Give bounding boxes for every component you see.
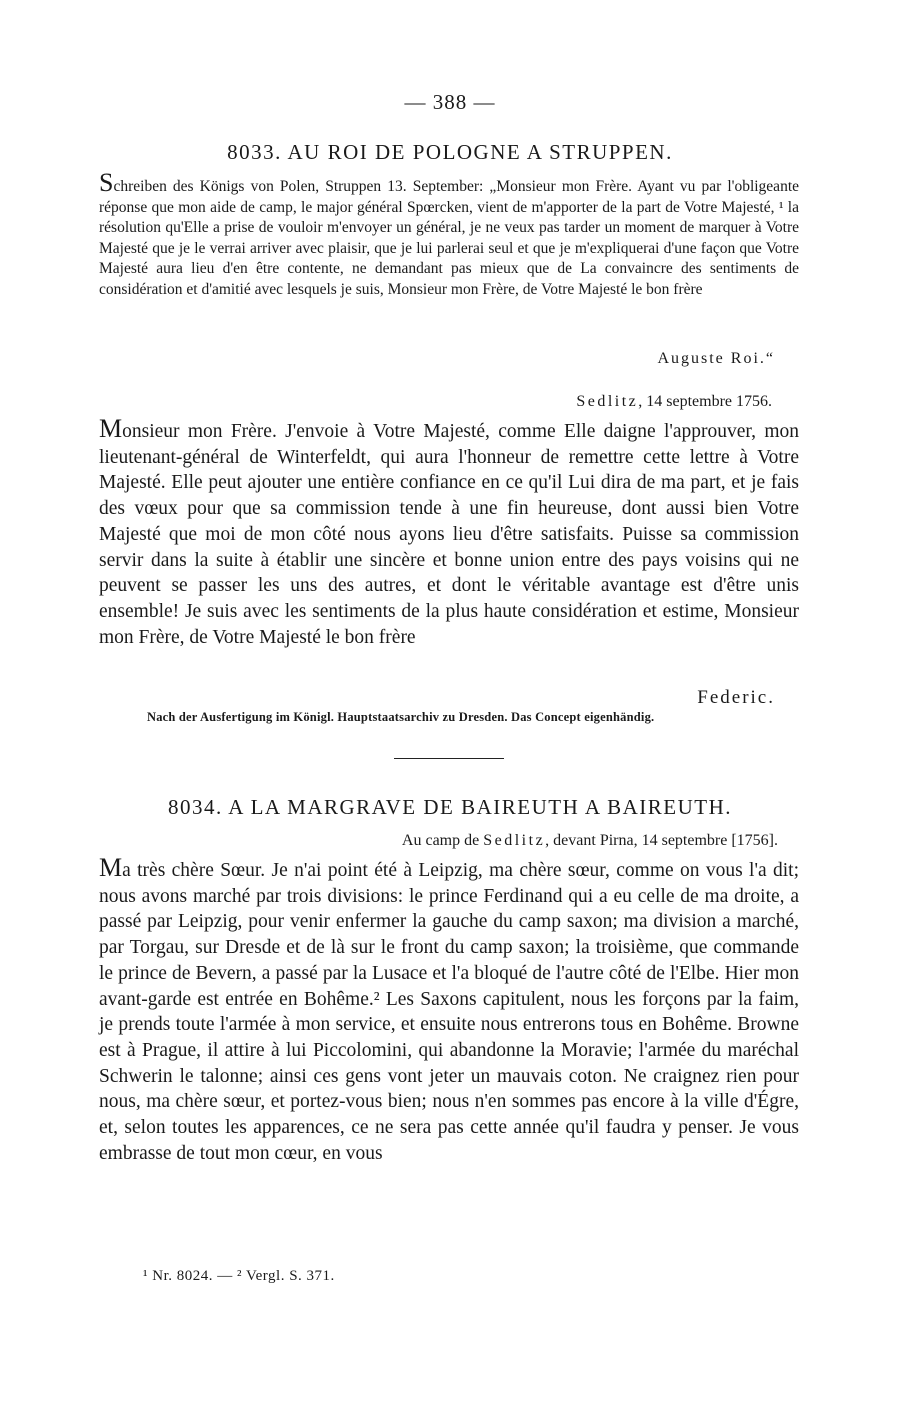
body-text: onsieur mon Frère. J'envoie à Votre Majesté, comme Elle daigne l'approuver, mon lieutenant-général de Winterfeldt, qui aura l'honneur de remettre cette lettre à Votre Majesté. Elle peut ajouter une entière confiance en ce qu'il Lui dira de ma part, et je fais des vœux pour que sa commission tende à une fin heureuse, dont aussi bien Votre Majesté que moi de mon côté nous ayons lieu d'être satisfaits. Puisse sa commission servir dans la suite à établir une sincère et bonne union entre des pays voisins qui ne peuvent se passer les uns des autres, et dont le véritable avantage est d'être unis ensemble! Je suis avec les sentiments de la plus haute considération et estime, Monsieur mon Frère, de Votre Majesté le bon frère <box>99 421 799 648</box>
letter-title-8033: 8033. AU ROI DE POLOGNE A STRUPPEN. <box>227 140 673 164</box>
footnotes: ¹ Nr. 8024. — ² Vergl. S. 371. <box>143 1268 335 1284</box>
source-note: Nach der Ausfertigung im Königl. Hauptstaatsarchiv zu Dresden. Das Concept eigenhändig. <box>147 710 655 724</box>
preface-signature: Auguste Roi.“ <box>657 350 775 367</box>
dateline-prefix: Au camp de <box>401 832 484 849</box>
body-initial-2: M <box>99 853 123 882</box>
dateline-place-2: Sedlitz <box>483 832 546 849</box>
letter-title-8034: 8034. A LA MARGRAVE DE BAIREUTH A BAIREUTH. <box>167 795 733 819</box>
letter-body-8034 <box>99 855 799 1166</box>
page-number: — 388 — <box>404 90 496 114</box>
dateline-8034 <box>402 832 778 850</box>
letter-body-8033 <box>99 416 799 650</box>
preface-paragraph <box>99 168 799 300</box>
dateline-date-2: , devant Pirna, 14 septembre [1756]. <box>545 832 778 849</box>
dateline-place: Sedlitz <box>576 393 639 410</box>
section-divider <box>394 758 504 759</box>
dateline-date: , 14 septembre 1756. <box>638 393 772 410</box>
preface-initial: S <box>99 168 114 197</box>
body-text-2: a très chère Sœur. Je n'ai point été à Leipzig, ma chère sœur, comme on vous l'a dit; nous avons marché par trois divisions: le prince Ferdinand qui a eu celle de ma droite, a passé par Leipzig, pour venir enfermer la gauche du camp saxon; ma division a marché, par Torgau, sur Dresde et de là sur le front du camp saxon; la troisième, que commande le prince de Bevern, a passé par la Lusace et l'a bloqué de l'autre côté de l'Elbe. Hier mon avant-garde est entrée en Bohême.² Les Saxons capitulent, nous les forçons par la faim, je prends toute l'armée à mon service, et ensuite nous entrerons tous en Bohême. Browne est à Prague, il attire à lui Piccolomini, qui abandonne la Moravie; l'armée du maréchal Schwerin le talonne; ainsi ces gens vont jeter un mauvais coton. Ne craignez rien pour nous, ma chère sœur, et portez-vous bien; nous n'en sommes pas encore à la ville d'Égre, et, selon toutes les apparences, ce ne sera pas cette année qu'il faudra y penser. Je vous embrasse de tout mon cœur, en vous <box>99 860 799 1164</box>
preface-text: chreiben des Königs von Polen, Struppen 13. September: „Monsieur mon Frère. Ayant vu par l'obligeante réponse que mon aide de camp, le major général Spœrcken, vient de m'apporter de la part de Votre Majesté, ¹ la résolution qu'Elle a prise de vouloir m'envoyer un général, je ne veux pas tarder un moment de marquer à Votre Majesté que je le verrai arriver avec plaisir, que je lui parlerai seul et que je m'expliquerai d'une façon que Votre Majesté aura lieu d'en être contente, ne demandant pas mieux que de La convaincre des sentiments de considération et d'amitié avec lesquels je suis, Monsieur mon Frère, de Votre Majesté le bon frère <box>99 178 799 298</box>
body-initial: M <box>99 414 123 443</box>
signature-federic: Federic. <box>697 687 775 708</box>
dateline-8033 <box>576 393 772 411</box>
